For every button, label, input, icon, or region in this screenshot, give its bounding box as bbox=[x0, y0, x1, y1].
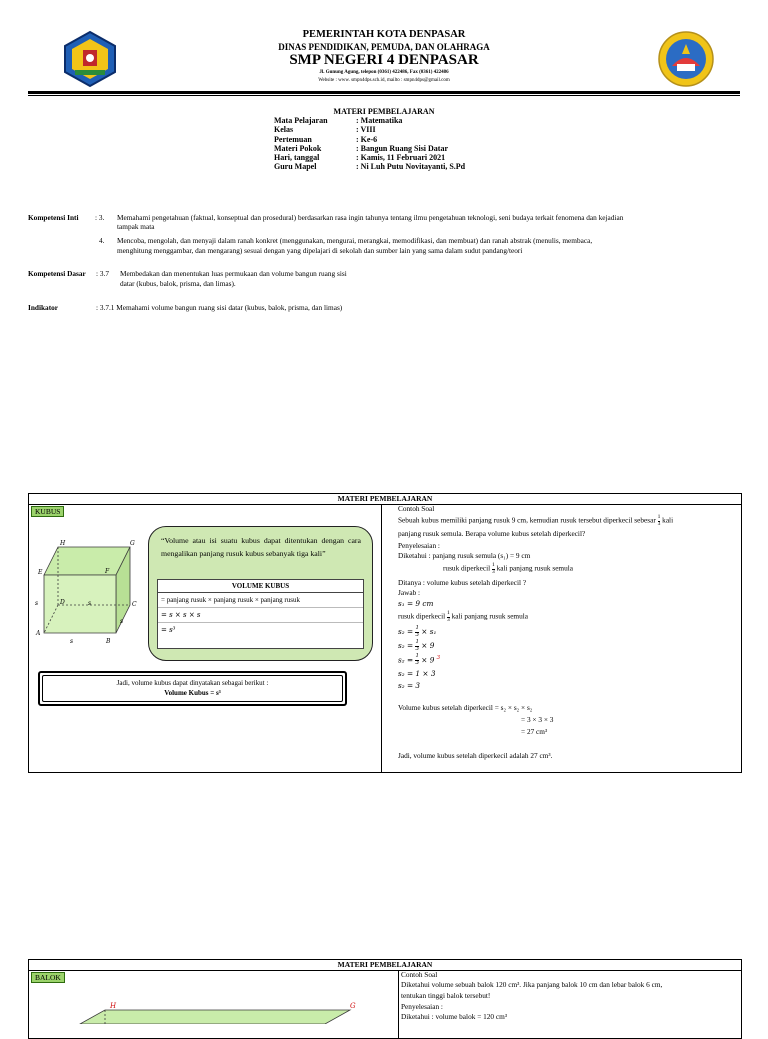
info-key: Kelas bbox=[274, 125, 294, 135]
cube-label-c: C bbox=[132, 601, 137, 608]
step-rhs: × 9 bbox=[421, 655, 435, 665]
balok-penyelesaian: Penyelesaian : bbox=[401, 1002, 443, 1011]
ki-label: Kompetensi Inti bbox=[28, 213, 79, 222]
cuboid-label-h: H bbox=[110, 1002, 117, 1010]
fraction bbox=[658, 515, 661, 527]
step-lhs: s₂ = bbox=[398, 641, 414, 650]
ditanya-line: Ditanya : volume kubus setelah diperkecil ? bbox=[398, 578, 527, 587]
school-emblem-icon bbox=[657, 30, 715, 88]
step-3 bbox=[398, 654, 440, 666]
info-key: Mata Pelajaran bbox=[274, 116, 328, 125]
conclusion-box bbox=[38, 671, 347, 706]
dik-text: rusuk diperkecil bbox=[443, 563, 491, 573]
info-value: : Ke-6 bbox=[356, 134, 378, 144]
kd-label: Kompetensi Dasar bbox=[28, 269, 86, 278]
cube-top-face bbox=[44, 547, 130, 575]
school-name: SMP NEGERI 4 DENPASAR bbox=[289, 52, 479, 68]
ki-num-3: : 3. bbox=[95, 213, 105, 222]
info-key: Guru Mapel bbox=[274, 162, 317, 172]
volume-formula-title: VOLUME KUBUS bbox=[158, 580, 363, 593]
soal-text: Sebuah kubus memiliki panjang rusuk 9 cm, kemudian rusuk tersebut diperkecil sebesar bbox=[398, 515, 656, 525]
balok-diketahui: Diketahui : volume balok = 120 cm³ bbox=[401, 1012, 508, 1021]
kd-text-cont: datar (kubus, balok, prisma, dan limas). bbox=[120, 279, 236, 288]
letterhead bbox=[0, 0, 768, 100]
final-answer: Jadi, volume kubus setelah diperkecil adalah 27 cm³. bbox=[398, 751, 553, 760]
info-key: Materi Pokok bbox=[274, 143, 322, 153]
info-row bbox=[274, 116, 465, 125]
info-value: : VIII bbox=[356, 125, 376, 135]
volume-formula-box bbox=[157, 579, 364, 649]
jawab-text: kali panjang rusuk semula bbox=[451, 611, 529, 621]
fraction-numerator: 1 bbox=[492, 562, 495, 568]
kd-num: : 3.7 bbox=[96, 269, 109, 278]
step-5: s₂ = 3 bbox=[398, 681, 421, 690]
formula-row: = panjang rusuk × panjang rusuk × panjang rusuk bbox=[158, 593, 363, 608]
fraction-denominator: 3 bbox=[415, 659, 419, 666]
balok-contoh-label: Contoh Soal bbox=[401, 970, 438, 979]
column-divider bbox=[381, 504, 382, 772]
volume-calc-1: Volume kubus setelah diperkecil = s₂ × s₂ × s₂ bbox=[398, 703, 533, 712]
fraction bbox=[415, 640, 419, 652]
fraction-numerator: 1 bbox=[657, 514, 661, 520]
cube-label-s: s bbox=[88, 600, 92, 607]
diketahui-2 bbox=[443, 563, 573, 575]
cube-label-s: s bbox=[120, 618, 124, 625]
volume-definition: “Volume atau isi suatu kubus dapat ditentukan dengan cara mengalikan panjang rusuk kubus sebanyak tiga kali” bbox=[161, 536, 361, 558]
column-divider bbox=[398, 970, 399, 1038]
info-row bbox=[274, 135, 465, 144]
fraction bbox=[492, 563, 495, 575]
header-rule-thick bbox=[28, 91, 740, 94]
fraction-denominator: 3 bbox=[415, 631, 419, 638]
dik-text: kali panjang rusuk semula bbox=[496, 563, 574, 573]
fraction bbox=[447, 611, 450, 623]
materi-info bbox=[274, 116, 465, 172]
cube-label-g: G bbox=[130, 540, 135, 547]
cube-label-s: s bbox=[70, 638, 74, 645]
cube-label-s: s bbox=[35, 600, 39, 607]
formula-row: = s³ bbox=[161, 626, 176, 634]
step-2 bbox=[398, 640, 434, 652]
info-row bbox=[274, 125, 465, 134]
kd-text: Membedakan dan menentukan luas permukaan dan volume bangun ruang sisi bbox=[120, 269, 347, 278]
cube-label-h: H bbox=[60, 540, 66, 547]
fraction bbox=[415, 626, 419, 638]
info-key: Pertemuan bbox=[274, 134, 312, 144]
balok-box-title: MATERI PEMBELAJARAN bbox=[29, 960, 741, 971]
penyelesaian-label: Penyelesaian : bbox=[398, 541, 440, 550]
fraction bbox=[415, 654, 419, 666]
fraction-numerator: 1 bbox=[447, 610, 450, 616]
cancel-annotation: 3 bbox=[436, 655, 441, 661]
jawab-text: rusuk diperkecil bbox=[398, 611, 446, 621]
step-lhs: s₂ = bbox=[398, 627, 414, 636]
info-row bbox=[274, 144, 465, 153]
step-lhs: s₂ = bbox=[398, 655, 414, 665]
cuboid-label-g: G bbox=[350, 1002, 356, 1010]
cuboid-diagram bbox=[60, 998, 380, 1024]
ki-num-4: 4. bbox=[99, 236, 105, 245]
jawab-2 bbox=[398, 611, 528, 623]
info-value: : Kamis, 11 Februari 2021 bbox=[356, 153, 446, 163]
soal-text: kali bbox=[662, 515, 674, 525]
indikator-label: Indikator bbox=[28, 303, 59, 312]
info-value: : Bangun Ruang Sisi Datar bbox=[356, 143, 449, 153]
fraction-denominator: 3 bbox=[492, 568, 495, 575]
jawab-label: Jawab : bbox=[398, 588, 421, 597]
cube-diagram bbox=[30, 535, 150, 650]
info-value: : Matematika bbox=[356, 116, 403, 125]
info-value: : Ni Luh Putu Novitayanti, S.Pd bbox=[356, 162, 466, 172]
soal-line-2: panjang rusuk semula. Berapa volume kubus setelah diperkecil? bbox=[398, 529, 586, 538]
diketahui-1: Diketahui : panjang rusuk semula (s₁) = 9 cm bbox=[398, 551, 531, 560]
contoh-soal-label: Contoh Soal bbox=[398, 504, 435, 513]
balok-soal-1: Diketahui volume sebuah balok 120 cm³. Jika panjang balok 10 cm dan lebar balok 6 cm, bbox=[401, 980, 663, 989]
info-row bbox=[274, 153, 465, 162]
formula-row: = s × s × s bbox=[158, 608, 363, 623]
definition-bubble bbox=[148, 526, 373, 661]
ki-text-4: Mencoba, mengolah, dan menyaji dalam ranah konkret (menggunakan, mengurai, merangkai, memodifikasi, dan membuat) dan ranah abstrak (menulis, membaca, bbox=[117, 236, 593, 245]
conclusion-text: Jadi, volume kubus dapat dinyatakan sebagai berikut : bbox=[116, 679, 269, 687]
fraction-denominator: 3 bbox=[447, 616, 450, 623]
header-rule-thin bbox=[28, 95, 740, 96]
step-1 bbox=[398, 626, 436, 638]
website: Website : www. smpn4dps.sch.id, mailto : smpn4dps@gmail.com bbox=[318, 78, 450, 83]
fraction-numerator: 1 bbox=[415, 625, 419, 631]
cube-label-b: B bbox=[106, 638, 111, 645]
step-rhs: × s₁ bbox=[421, 627, 437, 636]
fraction-denominator: 3 bbox=[657, 520, 661, 527]
volume-calc-3: = 27 cm³ bbox=[521, 727, 548, 736]
indikator-text: : 3.7.1 Memahami volume bangun ruang sisi datar (kubus, balok, prisma, dan limas) bbox=[96, 303, 343, 312]
info-row bbox=[274, 162, 465, 171]
dept-name: DINAS PENDIDIKAN, PEMUDA, DAN OLAHRAGA bbox=[278, 42, 490, 52]
address: Jl. Gunung Agung, telepon (0361) 422486, Fax (0361) 422486 bbox=[319, 70, 449, 75]
cube-label-e: E bbox=[38, 569, 43, 576]
ki-text-4-cont: menghitung menggambar, dan mengarang) sesuai dengan yang dipelajari di sekolah dan sumber lain yang sama dalam sudut pandang/teori bbox=[117, 246, 523, 255]
fraction-denominator: 3 bbox=[415, 645, 419, 652]
cube-label-f: F bbox=[105, 568, 110, 575]
ki-text-3: Memahami pengetahuan (faktual, konseptual dan prosedural) berdasarkan rasa ingin tahunya tentang ilmu pengetahuan teknologi, seni budaya terkait fenomena dan kejadian bbox=[117, 213, 624, 222]
soal-line-1 bbox=[398, 515, 743, 527]
gov-name: PEMERINTAH KOTA DENPASAR bbox=[302, 29, 466, 40]
fraction-numerator: 1 bbox=[415, 639, 419, 645]
volume-calc-2: = 3 × 3 × 3 bbox=[521, 715, 554, 724]
balok-soal-2: tentukan tinggi balok tersebut! bbox=[401, 991, 491, 1000]
fraction-numerator: 1 bbox=[415, 653, 419, 660]
volume-formula: Volume Kubus = s³ bbox=[164, 689, 221, 697]
cube-label-d: D bbox=[60, 599, 65, 606]
cube-front-face bbox=[44, 575, 116, 633]
ki-text-3-cont: tampak mata bbox=[117, 222, 155, 231]
jawab-1: s₁ = 9 cm bbox=[398, 599, 434, 608]
kubus-tag: KUBUS bbox=[31, 506, 64, 517]
cube-label-a: A bbox=[36, 630, 41, 637]
materi-title: MATERI PEMBELAJARAN bbox=[333, 107, 435, 116]
step-4: s₂ = 1 × 3 bbox=[398, 669, 436, 678]
balok-tag: BALOK bbox=[31, 972, 65, 983]
info-key: Hari, tanggal bbox=[274, 153, 320, 163]
kubus-box-title: MATERI PEMBELAJARAN bbox=[29, 494, 741, 505]
conclusion-inner bbox=[42, 675, 343, 702]
step-rhs: × 9 bbox=[421, 641, 435, 650]
